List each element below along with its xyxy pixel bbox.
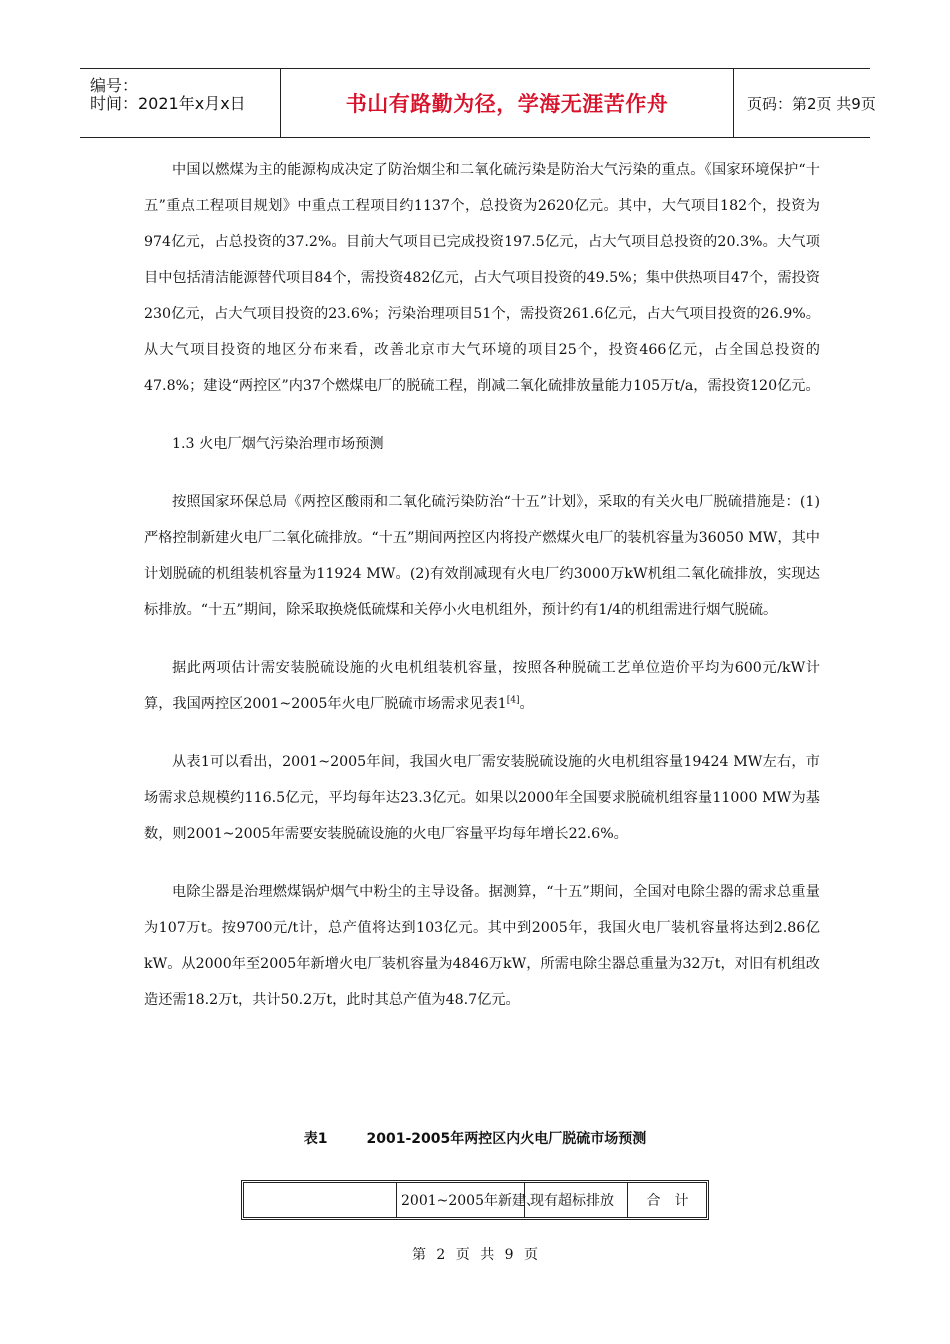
header-left-cell <box>80 69 281 137</box>
code-label: 编号： <box>90 76 139 95</box>
paragraph-market-estimate-tail: 。 <box>519 696 534 712</box>
document-body <box>144 152 820 1040</box>
table-header-cell: 现有超标排放 <box>526 1183 628 1217</box>
table-caption: 表1 2001-2005年两控区内火电厂脱硫市场预测 <box>303 1131 647 1147</box>
table-header-cell <box>244 1183 397 1217</box>
paragraph-market-estimate <box>144 650 820 722</box>
paragraph-electrostatic-precipitator: 电除尘器是治理燃煤锅炉烟气中粉尘的主导设备。据测算，“十五”期间，全国对电除尘器的需求总重量为107万t。按9700元/t计，总产值将达到103亿元。其中到2005年，我国火电厂装机容量将达到2.86亿kW。从2000年至2005年新增火电厂装机容量为4846万kW，所需电除尘器总重量为32万t，对旧有机组改造还需18.2万t，共计50.2万t，此时其总产值为48.7亿元。 <box>144 884 820 1008</box>
reference-mark[interactable]: [4] <box>506 695 520 706</box>
page-footer: 第 2 页 共 9 页 <box>411 1247 539 1263</box>
header-right-cell <box>735 69 876 137</box>
page-info: 页码：第2页 共9页 <box>747 94 876 113</box>
table-header-cell: 合计 <box>646 1193 703 1209</box>
motto-text: 书山有路勤为径，学海无涯苦作舟 <box>345 92 669 116</box>
header-motto-cell <box>281 69 734 137</box>
table-header-cell: 2001~2005年新建、 <box>397 1183 525 1217</box>
paragraph-market-estimate-text: 据此两项估计需安装脱硫设施的火电机组装机容量，按照各种脱硫工艺单位造价平均为600元/kW计算，我国两控区2001~2005年火电厂脱硫市场需求见表1 <box>144 660 820 712</box>
forecast-table <box>241 1180 709 1220</box>
section-heading: 1.3 火电厂烟气污染治理市场预测 <box>172 436 384 452</box>
paragraph-desulfurization-measures: 按照国家环保总局《两控区酸雨和二氧化硫污染防治“十五”计划》，采取的有关火电厂脱硫措施是：(1)严格控制新建火电厂二氧化硫排放。“十五”期间两控区内将投产燃煤火电厂的装机容量为36050 MW，其中计划脱硫的机组装机容量为11924 MW。(2)有效削减现有火电厂约3000万kW机组二氧化硫排放，实现达标排放。“十五”期间，除采取换烧低硫煤和关停小火电机组外，预计约有1/4的机组需进行烟气脱硫。 <box>144 494 820 618</box>
paragraph-table-analysis: 从表1可以看出，2001~2005年间，我国火电厂需安装脱硫设施的火电机组容量19424 MW左右，市场需求总规模约116.5亿元，平均每年达23.3亿元。如果以2000年全国要求脱硫机组容量11000 MW为基数，则2001~2005年需要安装脱硫设施的火电厂容量平均每年增长22.6%。 <box>144 754 820 842</box>
page-header <box>80 68 876 138</box>
date-label: 时间：2021年x月x日 <box>90 94 246 113</box>
paragraph-air-pollution: 中国以燃煤为主的能源构成决定了防治烟尘和二氧化硫污染是防治大气污染的重点。《国家环境保护“十五”重点工程项目规划》中重点工程项目约1137个，总投资为2620亿元。其中，大气项目182个，投资为974亿元，占总投资的37.2%。目前大气项目已完成投资197.5亿元，占大气项目总投资的20.3%。大气项目中包括清洁能源替代项目84个，需投资482亿元，占大气项目投资的49.5%；集中供热项目47个，需投资230亿元，占大气项目投资的23.6%；污染治理项目51个，需投资261.6亿元，占大气项目投资的26.9%。从大气项目投资的地区分布来看，改善北京市大气环境的项目25个，投资466亿元，占全国总投资的47.8%；建设“两控区”内37个燃煤电厂的脱硫工程，削减二氧化硫排放量能力105万t/a，需投资120亿元。 <box>144 162 820 394</box>
